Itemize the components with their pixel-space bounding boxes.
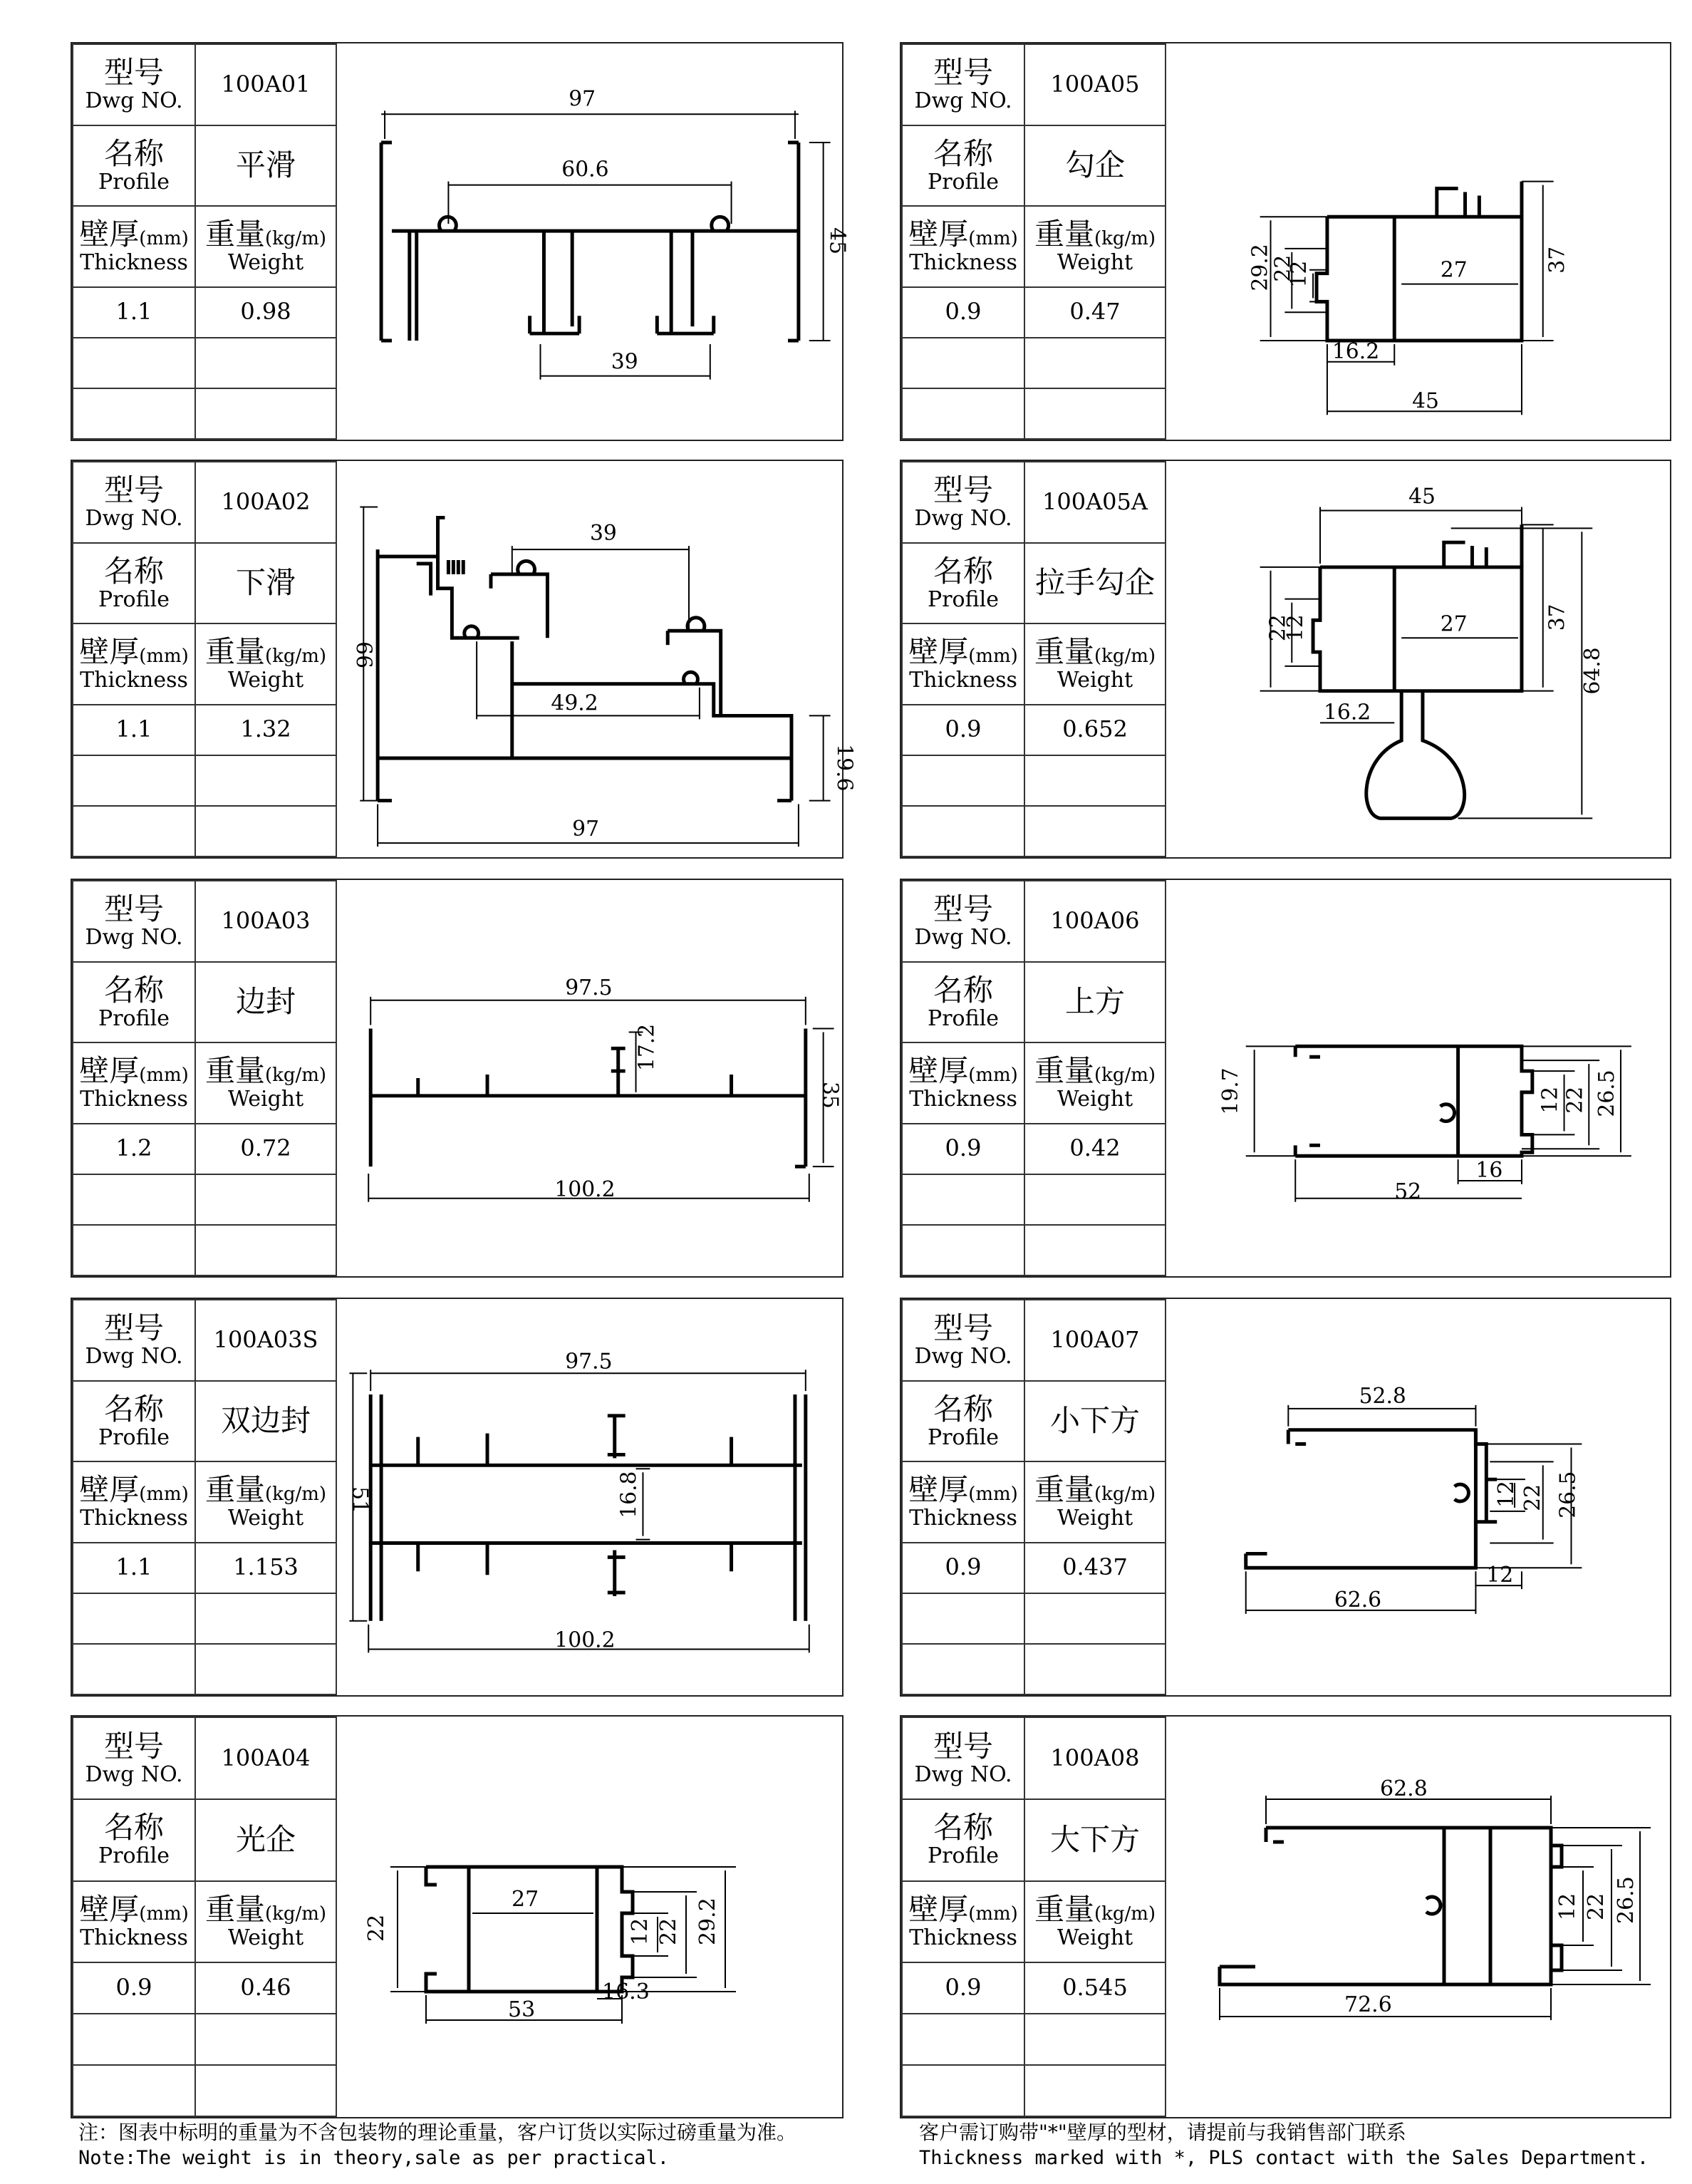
thickness-label: 壁厚(mm) Thickness	[73, 1461, 195, 1543]
weight-value: 0.46	[195, 1962, 336, 2014]
dwg-label: 型号 Dwg NO.	[902, 881, 1024, 962]
dwg-value: 100A02	[195, 462, 336, 543]
dwg-value: 100A05	[1024, 44, 1166, 125]
dim-label: 62.8	[1380, 1776, 1428, 1801]
dim-label: 100.2	[554, 1176, 616, 1202]
dwg-label: 型号 Dwg NO.	[902, 1300, 1024, 1381]
dim-label: 26.5	[1614, 1876, 1639, 1924]
footer-note-cn: 注：图表中标明的重量为不含包装物的理论重量，客户订货以实际过磅重量为准。	[78, 2121, 797, 2144]
dim-label: 12	[1494, 1481, 1520, 1508]
dim-label: 49.2	[551, 690, 598, 716]
dim-label: 22	[656, 1918, 681, 1945]
dim-label: 22	[1265, 614, 1291, 642]
dim-label: 53	[508, 1997, 536, 2022]
thickness-value: 0.9	[73, 1962, 195, 2014]
profile-label: 名称 Profile	[73, 1381, 195, 1462]
weight-label: 重量(kg/m) Weight	[195, 1881, 336, 1963]
spec-table	[901, 880, 1166, 1276]
dim-label: 52.8	[1359, 1383, 1406, 1409]
weight-value: 0.98	[195, 287, 336, 338]
thickness-label: 壁厚(mm) Thickness	[902, 1881, 1024, 1963]
dim-label: 16	[1475, 1158, 1503, 1183]
profile-value: 勾企	[1024, 125, 1166, 207]
weight-label: 重量(kg/m) Weight	[1024, 1461, 1166, 1543]
thickness-label: 壁厚(mm) Thickness	[902, 623, 1024, 705]
dim-label: 16.8	[616, 1471, 642, 1518]
dim-label: 26.5	[1594, 1070, 1620, 1117]
profile-card-100A01	[71, 42, 850, 441]
footer-note-en: Thickness marked with *, PLS contact with the Sales Department.	[919, 2147, 1649, 2170]
profile-value: 小下方	[1024, 1381, 1166, 1462]
dwg-value: 100A03	[195, 881, 336, 962]
spec-table	[901, 43, 1166, 440]
dwg-value: 100A08	[1024, 1717, 1166, 1799]
profile-card-100A05	[900, 42, 1671, 441]
profile-card-100A02	[71, 460, 857, 859]
dwg-value: 100A07	[1024, 1300, 1166, 1381]
dim-label: 12	[1555, 1893, 1580, 1920]
profile-value: 拉手勾企	[1024, 543, 1166, 624]
profile-value: 边封	[195, 962, 336, 1043]
dim-label: 51	[347, 1486, 373, 1513]
dim-label: 66	[351, 641, 376, 669]
dim-label: 12	[1287, 260, 1312, 288]
dim-label: 19.6	[831, 744, 857, 792]
dwg-label: 型号 Dwg NO.	[73, 44, 195, 125]
spec-table	[901, 461, 1166, 857]
weight-label: 重量(kg/m) Weight	[1024, 206, 1166, 287]
profile-value: 大下方	[1024, 1799, 1166, 1881]
thickness-label: 壁厚(mm) Thickness	[73, 1042, 195, 1124]
thickness-value: 1.1	[73, 705, 195, 755]
dim-label: 39	[611, 349, 638, 375]
dim-label: 17.2	[634, 1023, 660, 1072]
profile-label: 名称 Profile	[902, 1381, 1024, 1462]
dwg-label: 型号 Dwg NO.	[73, 881, 195, 962]
dim-label: 39	[589, 521, 617, 547]
weight-label: 重量(kg/m) Weight	[195, 1042, 336, 1124]
dim-label: 45	[1412, 388, 1439, 414]
dim-label: 37	[1545, 604, 1570, 631]
dwg-label: 型号 Dwg NO.	[73, 1717, 195, 1799]
profile-card-100A06	[900, 879, 1671, 1278]
dim-label: 12	[1486, 1563, 1514, 1588]
dim-label: 16.2	[1332, 338, 1380, 364]
dim-label: 12	[1537, 1086, 1563, 1114]
profile-drawing	[1166, 880, 1671, 1276]
dim-label: 45	[824, 227, 850, 255]
dwg-label: 型号 Dwg NO.	[902, 44, 1024, 125]
dim-label: 19.7	[1218, 1067, 1243, 1115]
weight-value: 0.652	[1024, 705, 1166, 755]
profile-label: 名称 Profile	[73, 125, 195, 207]
dim-label: 26.5	[1555, 1471, 1581, 1518]
profile-drawing	[337, 880, 842, 1276]
dim-label: 16.3	[602, 1979, 650, 2004]
profile-drawing	[337, 461, 857, 857]
spec-table	[72, 1717, 337, 2117]
dim-label: 12	[1283, 614, 1309, 642]
profile-label: 名称 Profile	[902, 543, 1024, 624]
weight-value: 0.47	[1024, 287, 1166, 338]
dim-label: 27	[1440, 611, 1468, 637]
dim-label: 97.5	[565, 1349, 613, 1375]
profile-label: 名称 Profile	[73, 962, 195, 1043]
dim-label: 27	[512, 1887, 539, 1912]
footer-note-right	[919, 2120, 1649, 2170]
dim-label: 37	[1545, 246, 1570, 274]
spec-table	[901, 1717, 1166, 2117]
spec-table	[72, 43, 337, 440]
footer-note-left	[78, 2120, 796, 2170]
profile-drawing	[337, 1299, 842, 1695]
profile-card-100A08	[900, 1715, 1671, 2118]
profile-card-100A04	[71, 1715, 844, 2118]
profile-value: 上方	[1024, 962, 1166, 1043]
thickness-value: 0.9	[902, 705, 1024, 755]
thickness-label: 壁厚(mm) Thickness	[902, 1042, 1024, 1124]
spec-table	[72, 461, 337, 857]
weight-value: 1.153	[195, 1543, 336, 1593]
dim-label: 22	[1584, 1893, 1609, 1920]
profile-card-100A05A	[900, 460, 1671, 859]
spec-table	[72, 1299, 337, 1695]
dim-label: 97	[569, 86, 596, 112]
thickness-label: 壁厚(mm) Thickness	[73, 1881, 195, 1963]
profile-label: 名称 Profile	[902, 1799, 1024, 1881]
dim-label: 12	[628, 1918, 653, 1945]
thickness-value: 1.1	[73, 287, 195, 338]
dwg-label: 型号 Dwg NO.	[902, 462, 1024, 543]
thickness-label: 壁厚(mm) Thickness	[902, 206, 1024, 287]
profile-value: 光企	[195, 1799, 336, 1881]
dim-label: 29.2	[695, 1898, 720, 1945]
footer-note-en: Note:The weight is in theory,sale as per practical.	[78, 2147, 670, 2170]
thickness-label: 壁厚(mm) Thickness	[73, 623, 195, 705]
profile-label: 名称 Profile	[902, 962, 1024, 1043]
dim-label: 45	[1408, 484, 1436, 509]
weight-label: 重量(kg/m) Weight	[1024, 1042, 1166, 1124]
thickness-label: 壁厚(mm) Thickness	[73, 206, 195, 287]
profile-card-100A03	[71, 879, 844, 1278]
dim-label: 27	[1440, 257, 1468, 283]
dim-label: 22	[1520, 1484, 1545, 1511]
dim-label: 22	[1562, 1086, 1588, 1114]
profile-drawing	[337, 43, 850, 440]
thickness-value: 0.9	[902, 1962, 1024, 2014]
profile-card-100A03S	[71, 1298, 844, 1697]
weight-label: 重量(kg/m) Weight	[1024, 623, 1166, 705]
weight-value: 1.32	[195, 705, 336, 755]
dim-label: 29.2	[1247, 244, 1273, 291]
weight-label: 重量(kg/m) Weight	[1024, 1881, 1166, 1963]
dim-label: 64.8	[1580, 647, 1606, 695]
profile-value: 双边封	[195, 1381, 336, 1462]
dim-label: 16.2	[1323, 700, 1371, 725]
dim-label: 100.2	[554, 1627, 616, 1653]
profile-drawing	[1166, 1717, 1671, 2117]
profile-drawing	[1166, 1299, 1671, 1695]
dim-label: 52	[1394, 1179, 1422, 1204]
dim-label: 97	[572, 817, 600, 842]
weight-value: 0.42	[1024, 1124, 1166, 1174]
dwg-label: 型号 Dwg NO.	[73, 1300, 195, 1381]
weight-label: 重量(kg/m) Weight	[195, 1461, 336, 1543]
weight-value: 0.545	[1024, 1962, 1166, 2014]
profile-card-100A07	[900, 1298, 1671, 1697]
profile-drawing	[1166, 461, 1671, 857]
dwg-label: 型号 Dwg NO.	[902, 1717, 1024, 1799]
profile-drawing	[1166, 43, 1671, 440]
footer-note-cn: 客户需订购带"*"壁厚的型材，请提前与我销售部门联系	[919, 2121, 1406, 2144]
profile-label: 名称 Profile	[73, 543, 195, 624]
dim-label: 22	[364, 1914, 389, 1942]
dwg-value: 100A06	[1024, 881, 1166, 962]
dim-label: 72.6	[1344, 1992, 1392, 2017]
weight-label: 重量(kg/m) Weight	[195, 623, 336, 705]
weight-label: 重量(kg/m) Weight	[195, 206, 336, 287]
dwg-value: 100A03S	[195, 1300, 336, 1381]
dim-label: 35	[817, 1081, 843, 1109]
profile-drawing	[337, 1717, 842, 2117]
weight-value: 0.72	[195, 1124, 336, 1174]
profile-label: 名称 Profile	[73, 1799, 195, 1881]
weight-value: 0.437	[1024, 1543, 1166, 1593]
thickness-value: 0.9	[902, 1543, 1024, 1593]
dim-label: 62.6	[1334, 1587, 1382, 1613]
thickness-value: 1.1	[73, 1543, 195, 1593]
spec-table	[72, 880, 337, 1276]
dwg-value: 100A01	[195, 44, 336, 125]
spec-table	[901, 1299, 1166, 1695]
dwg-label: 型号 Dwg NO.	[73, 462, 195, 543]
thickness-value: 0.9	[902, 1124, 1024, 1174]
dim-label: 97.5	[565, 975, 613, 1000]
thickness-value: 1.2	[73, 1124, 195, 1174]
thickness-label: 壁厚(mm) Thickness	[902, 1461, 1024, 1543]
thickness-value: 0.9	[902, 287, 1024, 338]
profile-value: 下滑	[195, 543, 336, 624]
dwg-value: 100A04	[195, 1717, 336, 1799]
profile-value: 平滑	[195, 125, 336, 207]
dim-label: 22	[1270, 254, 1296, 282]
dwg-value: 100A05A	[1024, 462, 1166, 543]
dim-label: 60.6	[561, 157, 609, 182]
profile-label: 名称 Profile	[902, 125, 1024, 207]
